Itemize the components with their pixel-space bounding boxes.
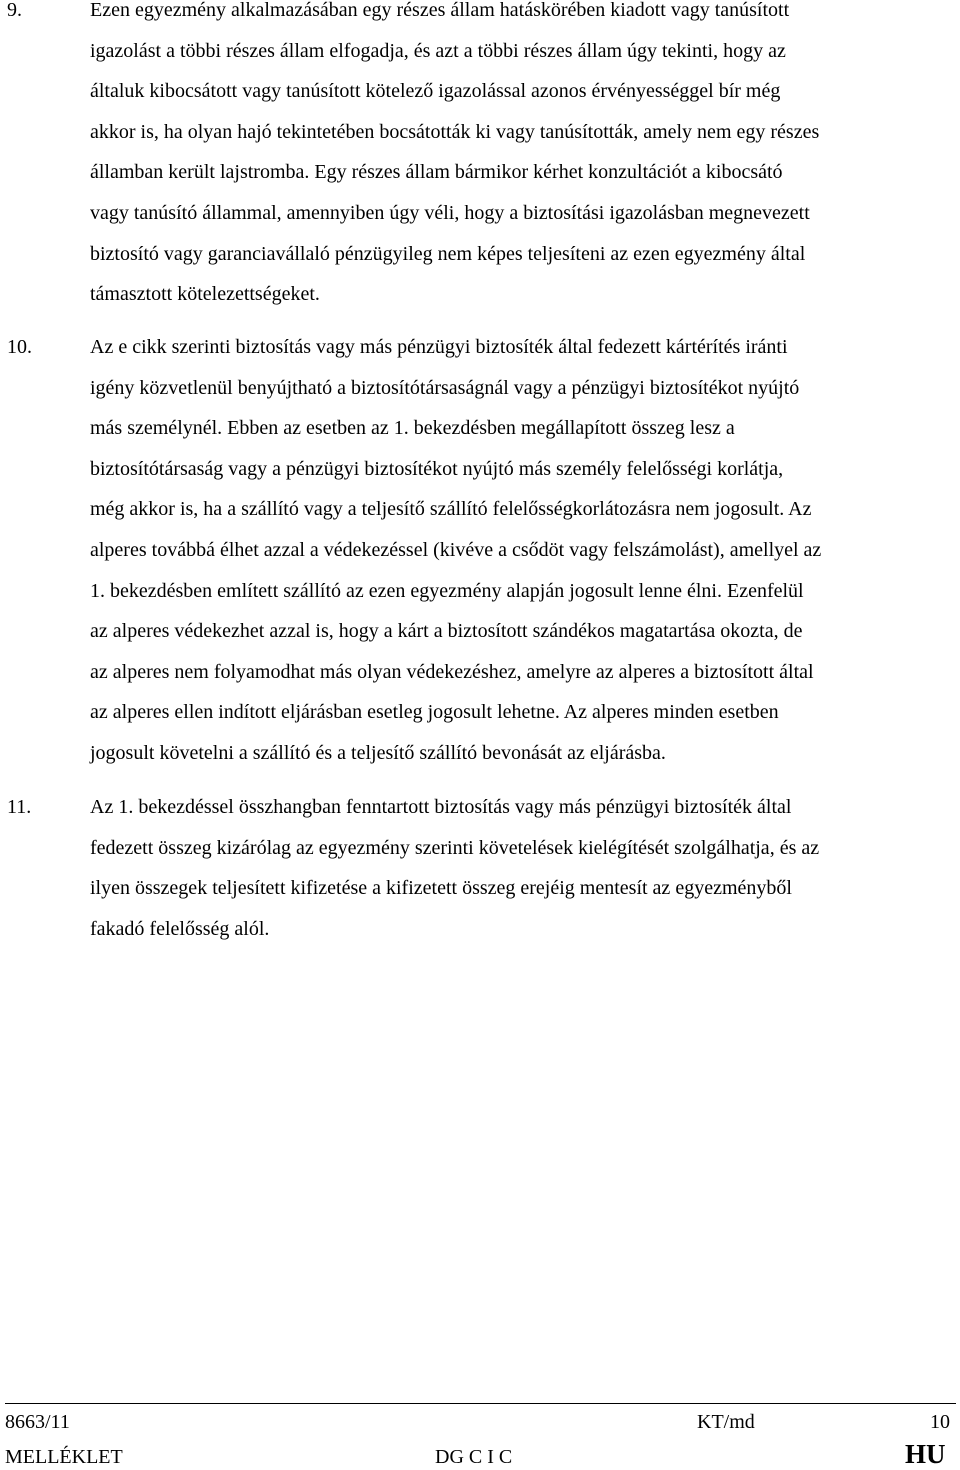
text-line: Az 1. bekezdéssel összhangban fenntartott biztosítás vagy más pénzügyi biztosíték által [90,796,792,818]
footer-dg-label: DG C I C [435,1446,513,1468]
footer-page-number: 10 [930,1411,950,1433]
footer-doc-number: 8663/11 [5,1411,70,1433]
text-line: fedezett összeg kizárólag az egyezmény szerinti követelések kielégítését szolgálhatja, és az [90,836,820,859]
text-line: jogosult követelni a szállító és a teljesítő szállító bevonását az eljárásba. [90,741,666,764]
text-line: biztosító vagy garanciavállaló pénzügyileg nem képes teljesíteni az ezen egyezmény által [90,242,806,265]
paragraph-text [90,0,952,315]
paragraph-text [90,327,952,774]
text-line: más személynél. Ebben az esetben az 1. bekezdésben megállapított összeg lesz a [90,417,735,440]
footer-annex-label: MELLÉKLET [5,1446,123,1468]
text-line: alperes továbbá élhet azzal a védekezéssel (kivéve a csődöt vagy felszámolást), amellyel az [90,538,822,561]
text-line: ilyen összegek teljesített kifizetése a kifizetett összeg erejéig mentesít az egyezményből [90,877,792,900]
text-line: biztosítótársaság vagy a pénzügyi biztosítékot nyújtó más személy felelősségi korlátja, [90,457,784,480]
text-line: általuk kibocsátott vagy tanúsított kötelező igazolással azonos érvényességgel bír még [90,80,781,103]
text-line: 1. bekezdésben említett szállító az ezen egyezmény alapján jogosult lenne élni. Ezenfelül [90,579,804,602]
paragraph-number: 11. [7,796,32,818]
footer-divider [5,1403,956,1404]
text-line: az alperes ellen indított eljárásban esetleg jogosult lehetne. Az alperes minden esetben [90,701,779,724]
text-line: vagy tanúsító állammal, amennyiben úgy véli, hogy a biztosítási igazolásban megnevezett [90,201,810,224]
text-line: akkor is, ha olyan hajó tekintetében bocsátották ki vagy tanúsították, amely nem egy részes [90,120,820,143]
text-line: igazolást a többi részes állam elfogadja, és azt a többi részes állam úgy tekinti, hogy az [90,39,786,62]
text-line: Az e cikk szerinti biztosítás vagy más pénzügyi biztosíték által fedezett kártérítés iránti [90,336,788,358]
text-line: igény közvetlenül benyújtható a biztosítótársaságnál vagy a pénzügyi biztosítékot nyújtó [90,376,800,399]
paragraph-number: 10. [7,336,32,358]
text-line: támasztott kötelezettségeket. [90,283,320,306]
text-line: az alperes nem folyamodhat más olyan védekezéshez, amelyre az alperes a biztosított által [90,660,814,683]
footer-language-code: HU [905,1439,946,1469]
text-line: az alperes védekezhet azzal is, hogy a kárt a biztosított szándékos magatartása okozta, de [90,620,803,643]
text-line: államban került lajstromba. Egy részes állam bármikor kérhet konzultációt a kibocsátó [90,161,783,184]
text-line: Ezen egyezmény alkalmazásában egy részes állam hatáskörében kiadott vagy tanúsított [90,0,790,21]
paragraph-text [90,787,952,949]
footer-initials: KT/md [697,1411,755,1433]
text-line: még akkor is, ha a szállító vagy a teljesítő szállító felelősségkorlátozásra nem jogosult. Az [90,498,812,521]
paragraph-number: 9. [7,0,22,21]
text-line: fakadó felelősség alól. [90,917,270,940]
